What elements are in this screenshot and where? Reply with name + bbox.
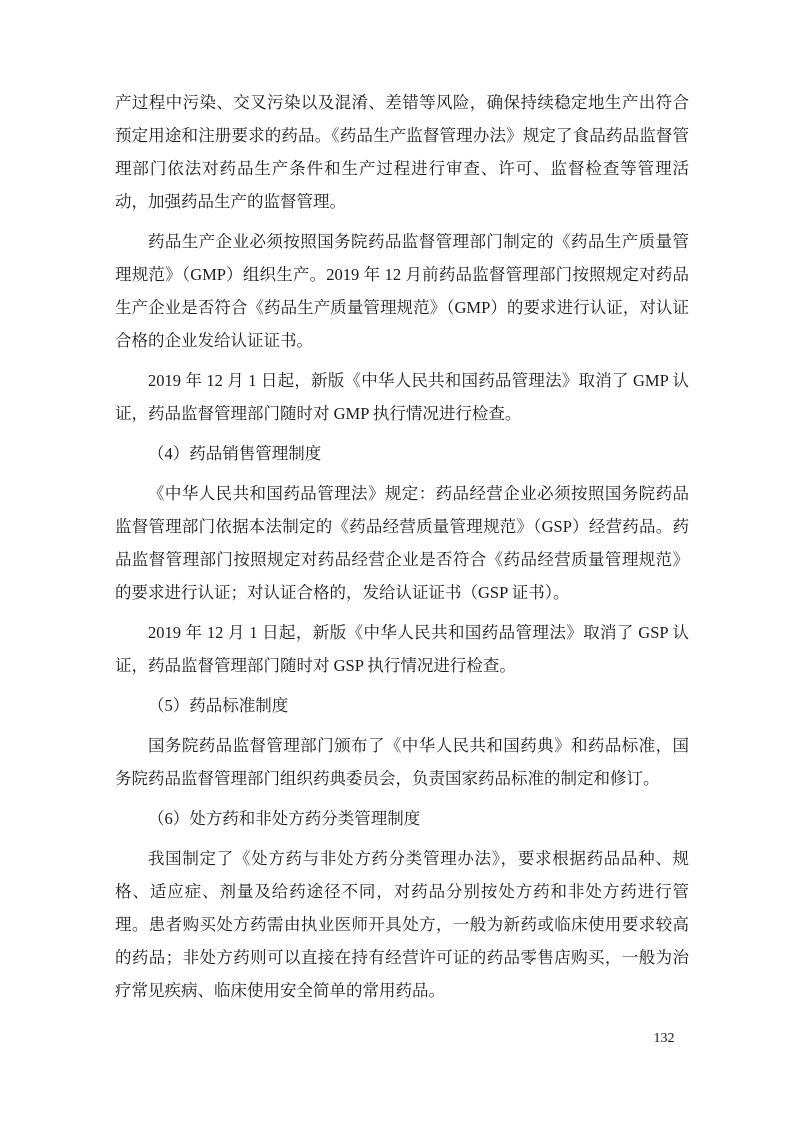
section-heading-4-drug-sales: （4）药品销售管理制度 [148,444,322,463]
section-heading-6-rx-otc: （6）处方药和非处方药分类管理制度 [148,809,421,828]
paragraph-gsp-operation: 《中华人民共和国药品管理法》规定：药品经营企业必须按照国务院药品监督管理部门依据本法制定的《药品经营质量管理规范》（GSP）经营药品。药品监督管理部门按照规定对药品经营企业是否符合《药品经营质量管理规范》的要求进行认证；对认证合格的，发给认证证书（GSP 证书）。 [115,484,689,602]
page-number: 132 [653,1031,675,1046]
paragraph-continuation: 产过程中污染、交叉污染以及混淆、差错等风险，确保持续稳定地生产出符合预定用途和注册要求的药品。《药品生产监督管理办法》规定了食品药品监督管理部门依法对药品生产条件和生产过程进行审查、许可、监督检查等管理活动，加强药品生产的监督管理。 [115,93,689,211]
paragraph-gmp-cancelled: 2019 年 12 月 1 日起，新版《中华人民共和国药品管理法》取消了 GMP 认证，药品监督管理部门随时对 GMP 执行情况进行检查。 [115,371,689,423]
paragraph-rx-otc-management: 我国制定了《处方药与非处方药分类管理办法》，要求根据药品品种、规格、适应症、剂量及给药途径不同，对药品分别按处方药和非处方药进行管理。患者购买处方药需由执业医师开具处方，一般为新药或临床使用要求较高的药品；非处方药则可以直接在持有经营许可证的药品零售店购买，一般为治疗常见疾病、临床使用安全简单的常用药品。 [115,849,689,1000]
paragraph-gsp-cancelled: 2019 年 12 月 1 日起，新版《中华人民共和国药品管理法》取消了 GSP 认证，药品监督管理部门随时对 GSP 执行情况进行检查。 [115,623,689,675]
section-heading-5-drug-standards: （5）药品标准制度 [148,696,289,715]
paragraph-gmp-production: 药品生产企业必须按照国务院药品监督管理部门制定的《药品生产质量管理规范》（GMP）组织生产。2019 年 12 月前药品监督管理部门按照规定对药品生产企业是否符合《药品生产质量管理规范》（GMP）的要求进行认证，对认证合格的企业发给认证证书。 [115,232,689,350]
paragraph-pharmacopoeia: 国务院药品监督管理部门颁布了《中华人民共和国药典》和药品标准，国务院药品监督管理部门组织药典委员会，负责国家药品标准的制定和修订。 [115,736,689,788]
document-body [115,86,689,1014]
